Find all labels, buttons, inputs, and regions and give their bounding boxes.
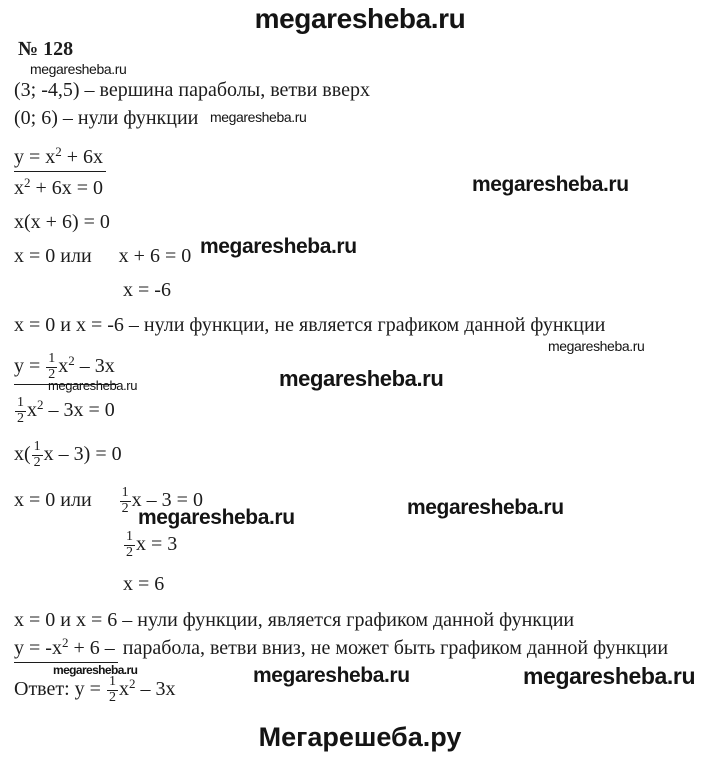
exponent: 2 xyxy=(24,175,31,190)
formula-text: y = -x xyxy=(14,637,62,659)
function1-cases xyxy=(14,245,191,268)
watermark-site-top: megaresheba.ru xyxy=(254,3,466,34)
formula-text: x – 3) = 0 xyxy=(43,442,122,465)
case-left: x = 0 или xyxy=(14,488,92,511)
formula-text: y = xyxy=(14,354,46,377)
function1-equation xyxy=(14,177,103,200)
exponent: 2 xyxy=(68,352,75,368)
formula-text: + 6x = 0 xyxy=(30,177,104,199)
formula-text: x xyxy=(14,177,24,199)
watermark-site: megaresheba.ru xyxy=(253,664,410,687)
formula-text: x( xyxy=(14,442,31,465)
fraction-numerator: 1 xyxy=(108,674,116,689)
answer-line xyxy=(14,675,175,705)
watermark-site: megaresheba.ru xyxy=(279,366,444,391)
formula-text: x = 3 xyxy=(136,532,178,555)
zeros-note: (0; 6) – нули функции xyxy=(14,107,199,129)
function1-definition-formula xyxy=(14,146,106,172)
case-left: x = 0 или xyxy=(14,245,92,267)
watermark-site: megaresheba.ru xyxy=(548,338,645,354)
function1-conclusion: x = 0 и x = -6 – нули функции, не является графиком данной функции xyxy=(14,314,606,336)
watermark-site: megaresheba.ru xyxy=(472,173,629,196)
watermark-site: megaresheba.ru xyxy=(30,61,127,77)
function1-root: x = -6 xyxy=(123,279,171,301)
fraction-denominator: 2 xyxy=(48,366,56,382)
function2-step xyxy=(123,530,177,560)
fraction-denominator: 2 xyxy=(121,500,129,516)
watermark-site: megaresheba.ru xyxy=(48,378,138,393)
watermark-site: megaresheba.ru xyxy=(210,109,307,125)
function2-conclusion: x = 0 и x = 6 – нули функции, является графиком данной функции xyxy=(14,609,575,631)
function3-definition-formula xyxy=(14,637,118,663)
function2-equation xyxy=(14,396,115,426)
formula-text: x – 3 = 0 xyxy=(131,488,203,511)
brand-bottom: Мегарешеба.ру xyxy=(258,722,462,752)
exponent: 2 xyxy=(128,675,136,691)
function2-factored xyxy=(14,440,122,470)
fraction-one-half xyxy=(107,675,118,705)
watermark-site: megaresheba.ru xyxy=(523,663,696,689)
exponent: 2 xyxy=(55,144,62,159)
fraction-denominator: 2 xyxy=(108,689,116,705)
fraction-denominator: 2 xyxy=(33,454,41,470)
formula-text: x xyxy=(27,398,37,421)
function2-root: x = 6 xyxy=(123,573,165,595)
case-right: x + 6 = 0 xyxy=(118,245,192,267)
fraction-numerator: 1 xyxy=(17,395,24,410)
fraction-one-half xyxy=(120,486,131,516)
fraction-numerator: 1 xyxy=(121,485,129,500)
fraction-denominator: 2 xyxy=(126,544,133,560)
formula-text: x xyxy=(118,677,129,700)
watermark-site: megaresheba.ru xyxy=(53,663,138,677)
fraction-one-half xyxy=(124,530,135,560)
formula-text: + 6 – xyxy=(68,637,115,659)
watermark-site: megaresheba.ru xyxy=(200,235,357,258)
function1-definition xyxy=(14,146,106,172)
answer-label: Ответ: y = xyxy=(14,677,106,700)
formula-text: – 3x = 0 xyxy=(43,398,115,421)
formula-text: – 3x xyxy=(74,354,115,377)
formula-text: – 3x xyxy=(135,677,176,700)
exponent: 2 xyxy=(61,635,69,650)
formula-text: x xyxy=(58,354,69,377)
exponent: 2 xyxy=(37,396,44,412)
watermark-site: megaresheba.ru xyxy=(138,506,295,529)
fraction-numerator: 1 xyxy=(48,351,56,366)
formula-text: y = x xyxy=(14,146,56,168)
note-text: парабола, ветви вниз, не может быть графиком данной функции xyxy=(117,637,669,659)
fraction-one-half xyxy=(15,396,26,426)
function1-factored: x(x + 6) = 0 xyxy=(14,211,110,233)
task-number: № 128 xyxy=(18,38,74,60)
formula-text: + 6x xyxy=(61,146,104,168)
function3-note xyxy=(14,637,668,663)
fraction-one-half xyxy=(32,440,43,470)
fraction-numerator: 1 xyxy=(126,529,133,544)
watermark-site: megaresheba.ru xyxy=(407,496,564,519)
fraction-numerator: 1 xyxy=(33,439,41,454)
fraction-denominator: 2 xyxy=(17,410,24,426)
vertex-note: (3; -4,5) – вершина параболы, ветви вверх xyxy=(14,79,370,101)
